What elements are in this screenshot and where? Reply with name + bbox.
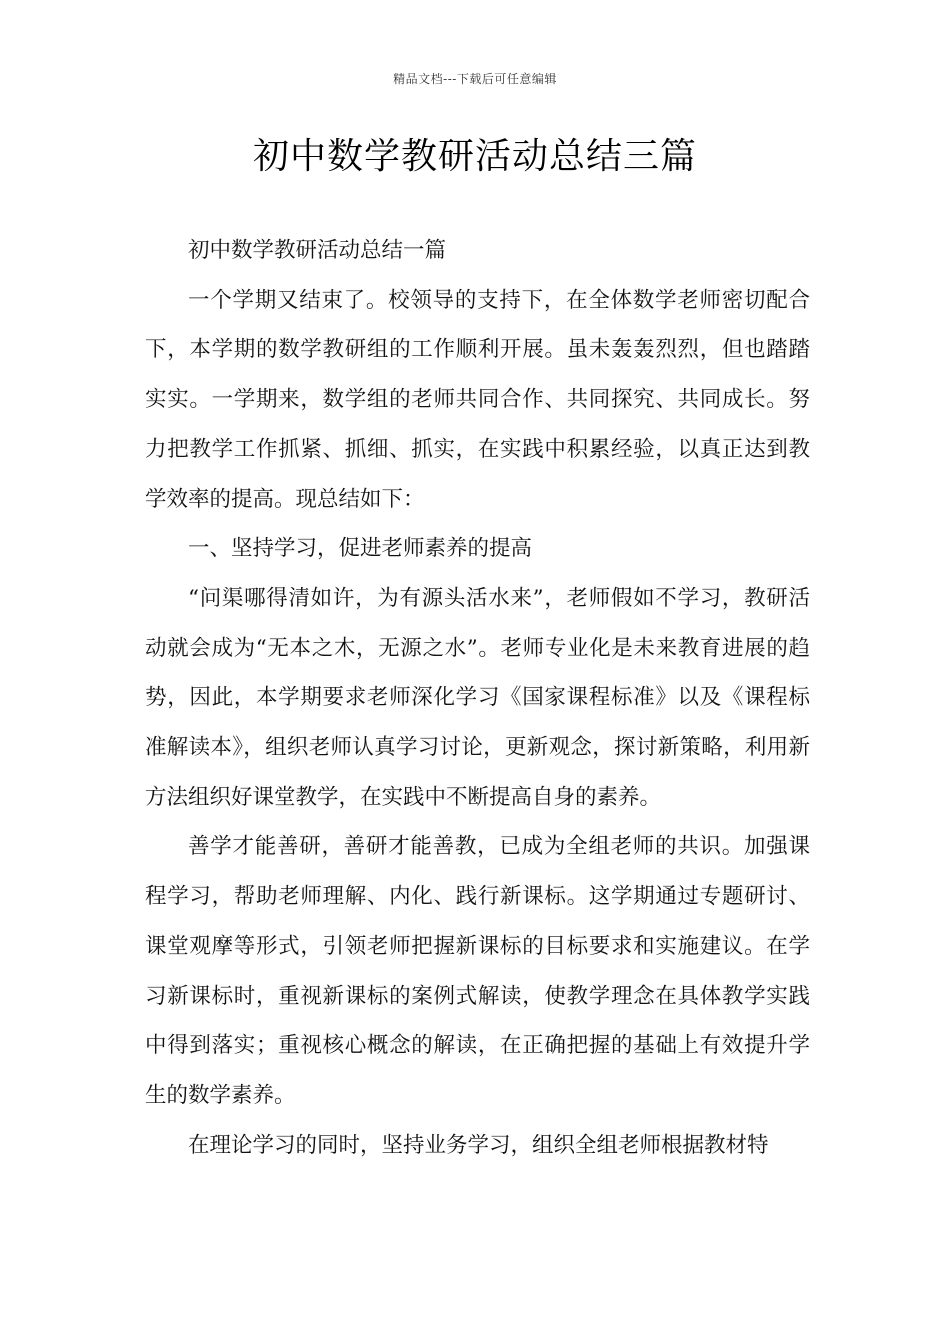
paragraph: “问渠哪得清如许，为有源头活水来”，老师假如不学习，教研活动就会成为“无本之木，无源之水”。老师专业化是未来教育进展的趋势，因此，本学期要求老师深化学习《国家课程标准》以及《课程标准解读本》，组织老师认真学习讨论，更新观念，探讨新策略，利用新方法组织好课堂教学，在实践中不断提高自身的素养。	[145, 585, 810, 810]
paragraph: 在理论学习的同时，坚持业务学习，组织全组老师根据教材特	[188, 1132, 769, 1158]
page-header: 精品文档---下载后可任意编辑	[393, 72, 557, 86]
document-body	[145, 226, 810, 1170]
paragraph: 一个学期又结束了。校领导的支持下，在全体数学老师密切配合下，本学期的数学教研组的工作顺利开展。虽未轰轰烈烈，但也踏踏实实。一学期来，数学组的老师共同合作、共同探究、共同成长。努力把教学工作抓紧、抓细、抓实，在实践中积累经验，以真正达到教学效率的提高。现总结如下：	[145, 287, 810, 512]
paragraph: 善学才能善研，善研才能善教，已成为全组老师的共识。加强课程学习，帮助老师理解、内化、践行新课标。这学期通过专题研讨、课堂观摩等形式，引领老师把握新课标的目标要求和实施建议。在学习新课标时，重视新课标的案例式解读，使教学理念在具体教学实践中得到落实；重视核心概念的解读，在正确把握的基础上有效提升学生的数学素养。	[145, 834, 810, 1108]
section-heading: 一、坚持学习，促进老师素养的提高	[188, 536, 533, 562]
document-title: 初中数学教研活动总结三篇	[252, 136, 697, 177]
section-heading: 初中数学教研活动总结一篇	[188, 238, 447, 263]
